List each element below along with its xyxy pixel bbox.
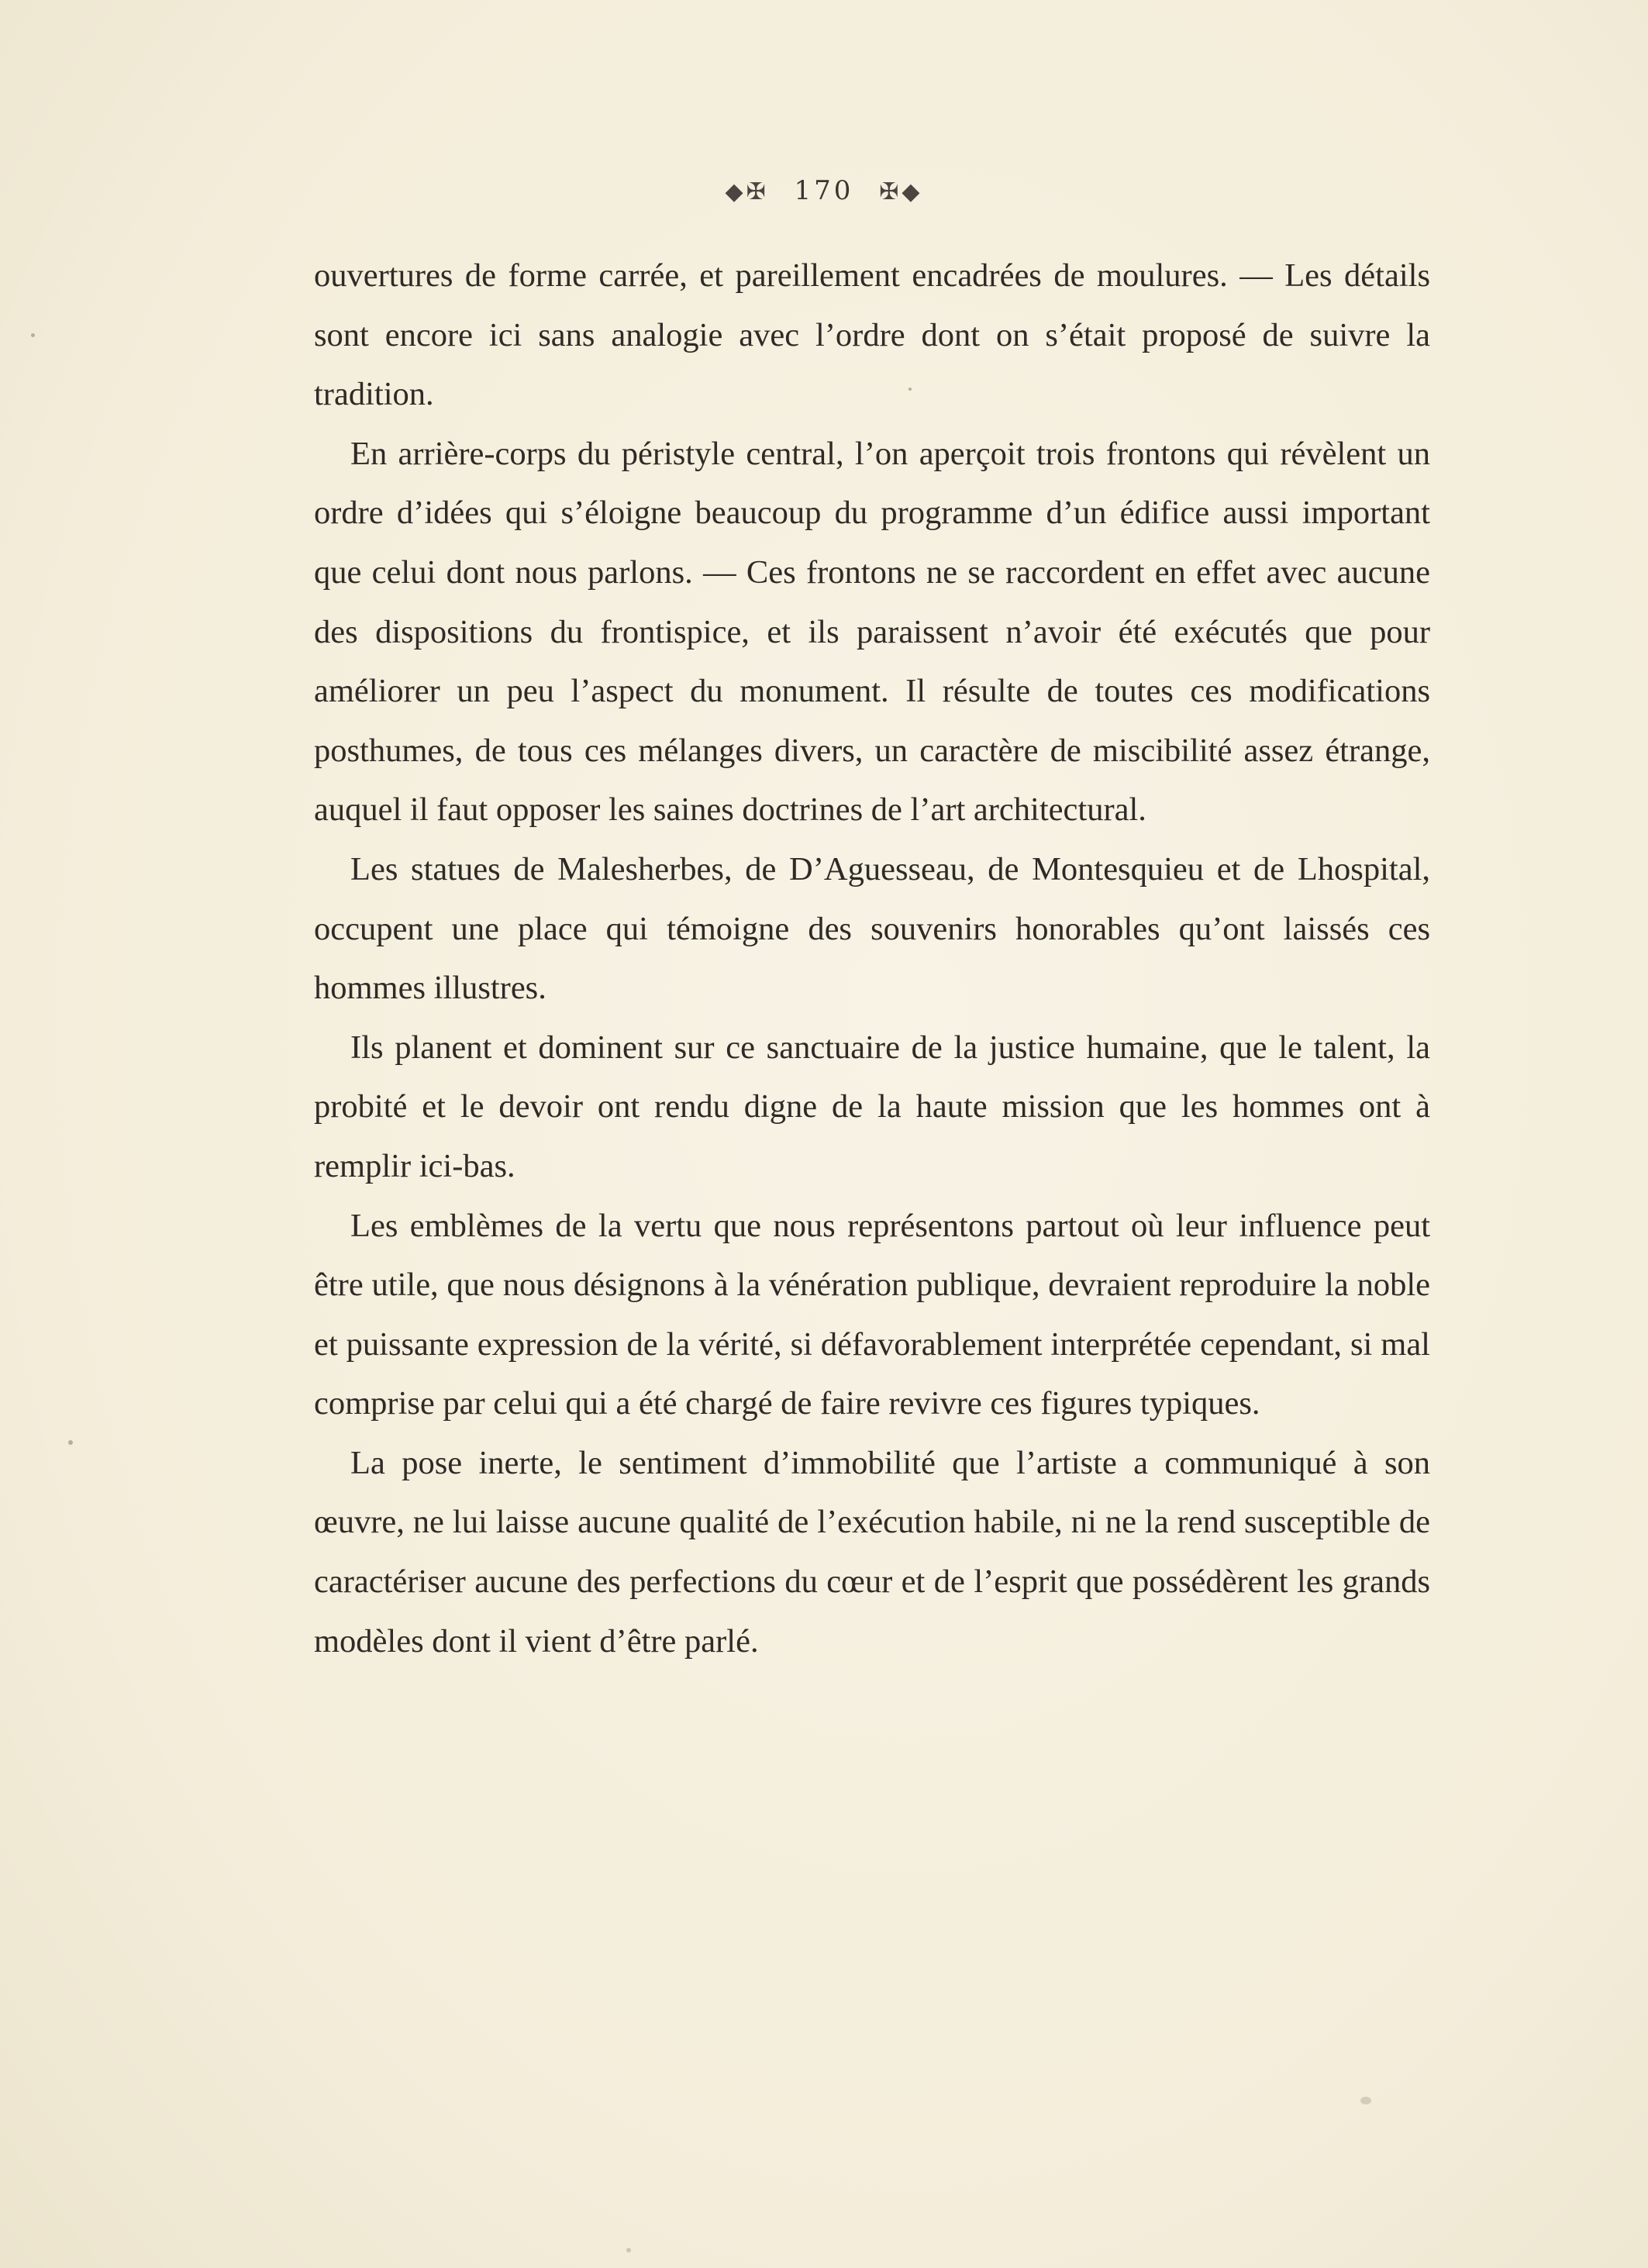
paper-speck (68, 1440, 73, 1445)
body-text (314, 246, 1430, 1671)
paper-speck (1360, 2097, 1371, 2104)
paragraph-3: Les statues de Malesherbes, de D’Aguesseau, de Montesquieu et de Lhospital, occupent une place qui témoigne des souvenirs honorables qu’ont laissés ces hommes illustres. (314, 850, 1430, 1007)
paper-speck (626, 2248, 631, 2252)
paragraph-4: Ils planent et dominent sur ce sanctuaire de la justice humaine, que le talent, la probité et le devoir ont rendu digne de la haute mission que les hommes ont à remplir ici-bas. (314, 1029, 1430, 1184)
ornament-right-icon: ✠◆ (879, 178, 923, 205)
paper-speck (908, 388, 912, 391)
paragraph-5: Les emblèmes de la vertu que nous représentons partout où leur influence peut être utile, que nous désignons à la vénération publique, devraient reproduire la noble et puissante expression de la vérité, si défavorablement interprétée cependant, si mal comprise par celui qui a été chargé de faire revivre ces figures typiques. (314, 1207, 1430, 1422)
paragraph-2: En arrière-corps du péristyle central, l’on aperçoit trois frontons qui révèlent un ordre d’idées qui s’éloigne beaucoup du programme d’un édifice aussi important que celui dont nous parlons. — Ces frontons ne se raccordent en effet avec aucune des dispositions du frontispice, et ils paraissent n’avoir été exécutés que pour améliorer un peu l’aspect du monument. Il résulte de toutes ces modifications posthumes, de tous ces mélanges divers, un caractère de miscibilité assez étrange, auquel il faut opposer les saines doctrines de l’art architectural. (314, 435, 1430, 829)
ornament-left-icon: ◆✠ (725, 178, 769, 205)
page-header (0, 175, 1648, 206)
paragraph-6: La pose inerte, le sentiment d’immobilité que l’artiste a communiqué à son œuvre, ne lui laisse aucune qualité de l’exécution habile, ni ne la rend susceptible de caractériser aucune des perfections du cœur et de l’esprit que possédèrent les grands modèles dont il vient d’être parlé. (314, 1444, 1430, 1660)
paper-speck (31, 333, 35, 337)
page-number: 170 (794, 175, 854, 206)
paragraph-1: ouvertures de forme carrée, et pareillement encadrées de moulures. — Les détails sont encore ici sans analogie avec l’ordre dont on s’était proposé de suivre la tradition. (314, 257, 1430, 413)
